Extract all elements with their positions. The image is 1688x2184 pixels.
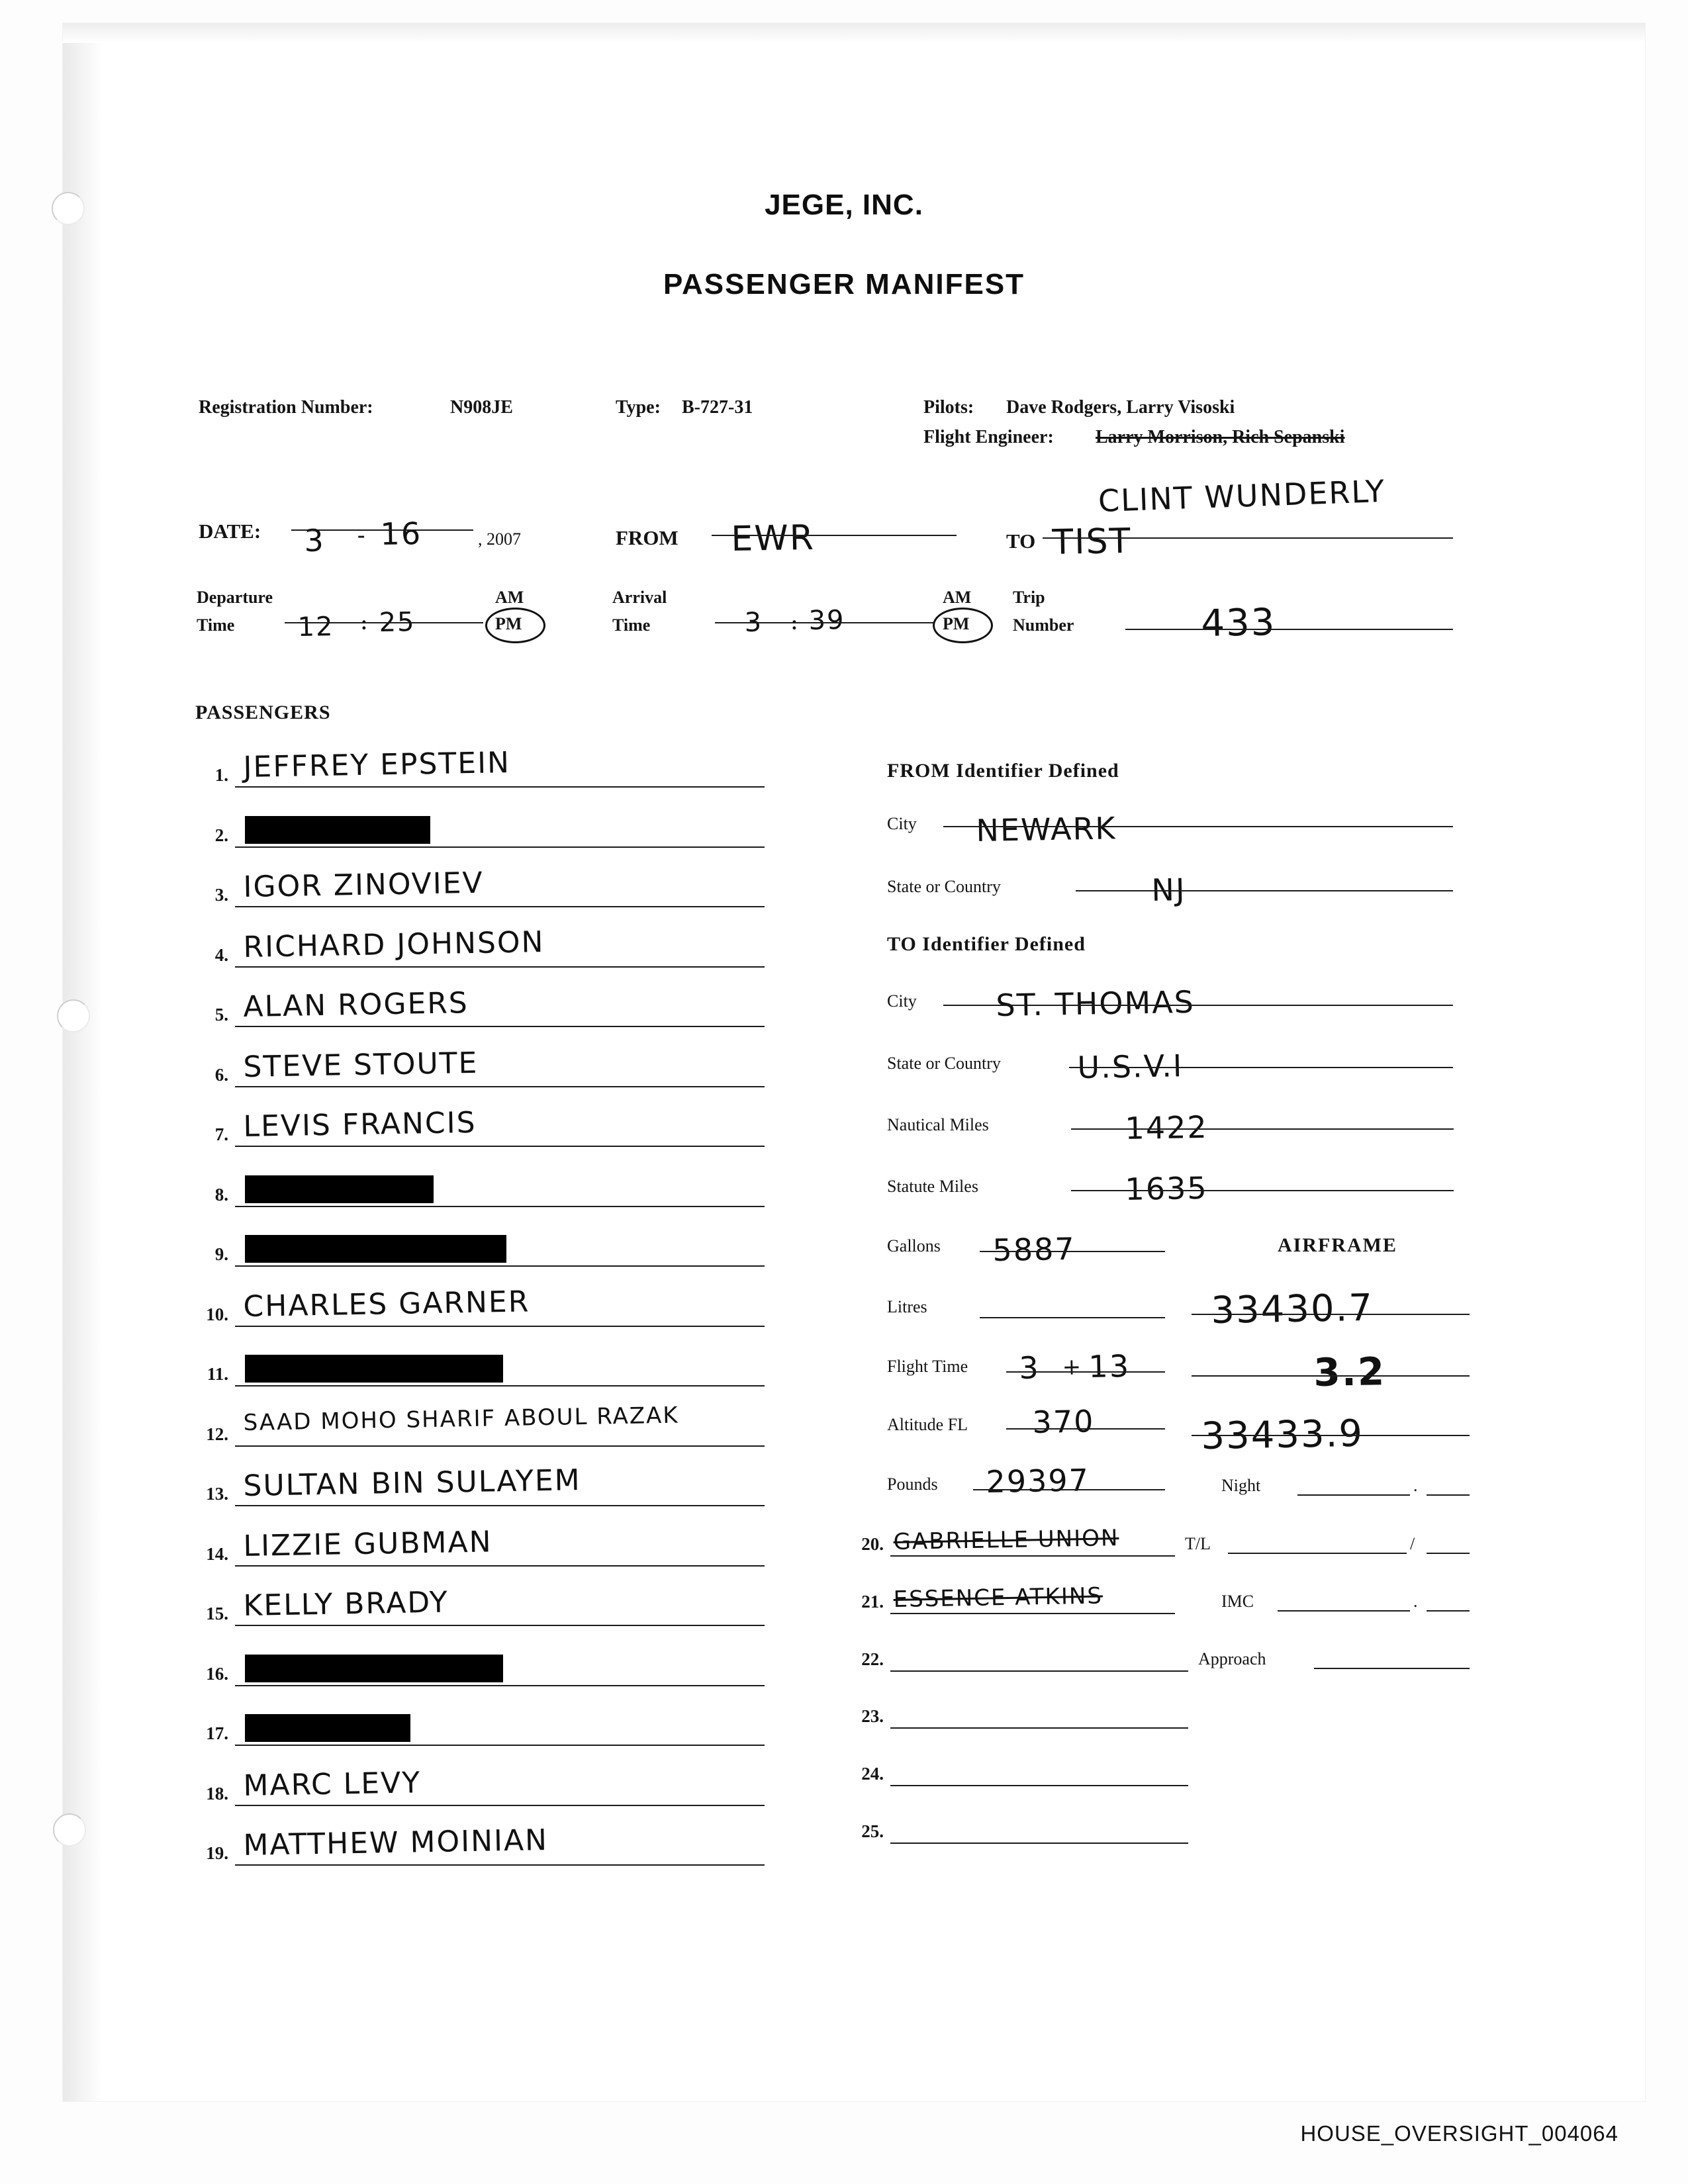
night-rule — [1297, 1494, 1410, 1496]
company-title: JEGE, INC. — [765, 189, 923, 221]
flight-engineer-label: Flight Engineer: — [923, 427, 1054, 447]
passengers-heading: PASSENGERS — [195, 702, 331, 723]
flight-time-rule — [1006, 1371, 1165, 1373]
date-year-label: , 2007 — [478, 529, 521, 549]
to-city-value: ST. THOMAS — [996, 983, 1196, 1023]
passenger-name: LIZZIE GUBMAN — [243, 1524, 492, 1563]
to-rule — [1043, 537, 1453, 539]
altitude-value: 370 — [1032, 1403, 1095, 1440]
passenger-number: 15. — [206, 1604, 228, 1623]
tl-rule-2 — [1427, 1553, 1470, 1554]
altitude-label: Altitude FL — [887, 1415, 968, 1434]
airframe-start-rule — [1192, 1314, 1470, 1315]
passenger-rule — [235, 1026, 765, 1027]
passenger-number: 16. — [206, 1663, 228, 1684]
tl-slash: / — [1410, 1534, 1415, 1553]
passenger-rule — [235, 1685, 765, 1686]
flight-time-hours-value: 3 — [1019, 1349, 1041, 1386]
imc-label: IMC — [1221, 1592, 1254, 1611]
flight-engineer-struck-value: Larry Morrison, Rich Sepanski — [1096, 427, 1345, 447]
time-colon: : — [361, 612, 367, 634]
passenger-rule — [890, 1555, 1175, 1557]
registration-label: Registration Number: — [199, 397, 373, 418]
departure-min-value: 25 — [379, 607, 416, 638]
approach-label: Approach — [1198, 1649, 1266, 1668]
passenger-name: STEVE STOUTE — [243, 1046, 479, 1084]
arrival-pm-label: PM — [943, 614, 970, 633]
trip-label-line2: Number — [1013, 615, 1074, 635]
passenger-rule — [890, 1843, 1188, 1844]
passenger-number: 14. — [206, 1543, 228, 1564]
tl-rule — [1228, 1553, 1407, 1554]
from-state-rule — [1076, 890, 1453, 891]
arrival-label-line2: Time — [612, 615, 651, 635]
passenger-number: 1. — [214, 765, 228, 785]
imc-dot: . — [1413, 1592, 1418, 1611]
form-title: PASSENGER MANIFEST — [663, 268, 1025, 300]
tl-label: T/L — [1185, 1534, 1211, 1553]
passenger-rule — [890, 1785, 1188, 1786]
paper-top-shadow — [63, 23, 1645, 43]
departure-am-label: AM — [495, 588, 524, 607]
from-identifier-heading: FROM Identifier Defined — [887, 760, 1119, 782]
to-state-value: U.S.V.I — [1077, 1048, 1184, 1085]
arrival-label-line1: Arrival — [612, 588, 667, 607]
imc-rule — [1278, 1610, 1410, 1612]
from-city-value: NEWARK — [976, 810, 1117, 848]
from-value: EWR — [730, 518, 816, 559]
passenger-name: KELLY BRADY — [243, 1585, 449, 1623]
passenger-rule — [235, 1086, 765, 1087]
airframe-delta-rule — [1192, 1375, 1470, 1377]
airframe-end-rule — [1192, 1435, 1470, 1436]
passenger-rule — [235, 1625, 765, 1626]
punch-hole-icon — [57, 999, 90, 1032]
passenger-number: 11. — [207, 1364, 228, 1384]
passenger-number: 20. — [861, 1534, 884, 1554]
pounds-label: Pounds — [887, 1475, 938, 1494]
gallons-label: Gallons — [887, 1236, 941, 1255]
departure-pm-label: PM — [495, 614, 522, 633]
passenger-rule — [890, 1670, 1188, 1672]
airframe-end-value: 33433.9 — [1200, 1412, 1364, 1458]
passenger-name: ESSENCE ATKINS — [893, 1582, 1103, 1613]
flight-time-label: Flight Time — [887, 1357, 968, 1376]
flight-time-mins-value: 13 — [1088, 1347, 1131, 1385]
passenger-rule — [235, 1385, 765, 1387]
passenger-number: 6. — [214, 1064, 228, 1085]
passenger-rule — [890, 1727, 1188, 1729]
passenger-number: 22. — [861, 1649, 884, 1669]
date-month-value: 3 — [304, 522, 326, 559]
nautical-miles-value: 1422 — [1125, 1109, 1209, 1146]
gallons-rule — [980, 1251, 1165, 1252]
approach-rule — [1314, 1668, 1470, 1669]
redaction-bar — [245, 1235, 506, 1263]
flight-engineer-handwritten-value: CLINT WUNDERLY — [1098, 473, 1386, 519]
passenger-rule — [890, 1613, 1175, 1614]
passenger-number: 13. — [206, 1484, 228, 1504]
statute-miles-label: Statute Miles — [887, 1177, 978, 1196]
passenger-name: GABRIELLE UNION — [893, 1525, 1119, 1555]
passenger-number: 7. — [214, 1124, 228, 1144]
to-state-rule — [1069, 1067, 1453, 1068]
departure-rule — [285, 622, 483, 623]
passenger-number: 9. — [214, 1244, 228, 1264]
passenger-number: 17. — [206, 1723, 228, 1743]
passenger-name: MARC LEVY — [243, 1765, 422, 1803]
passenger-number: 21. — [861, 1592, 884, 1612]
pilots-label: Pilots: — [923, 397, 974, 418]
litres-rule — [980, 1317, 1165, 1318]
passenger-number: 25. — [861, 1821, 884, 1841]
passenger-name: ALAN ROGERS — [243, 986, 469, 1024]
to-value: TIST — [1051, 521, 1132, 563]
passenger-number: 4. — [214, 944, 228, 965]
flight-time-plus: + — [1062, 1353, 1083, 1381]
trip-label-line1: Trip — [1013, 588, 1045, 607]
passenger-rule — [235, 1206, 765, 1207]
airframe-heading: AIRFRAME — [1278, 1234, 1397, 1256]
arrival-rule — [715, 622, 933, 623]
arrival-am-label: AM — [943, 588, 972, 607]
altitude-rule — [1006, 1428, 1165, 1430]
gallons-value: 5887 — [992, 1230, 1076, 1268]
passenger-rule — [235, 1745, 765, 1746]
passenger-number: 23. — [861, 1706, 884, 1726]
passenger-name: SULTAN BIN SULAYEM — [243, 1463, 582, 1503]
passenger-name: LEVIS FRANCIS — [243, 1105, 477, 1144]
from-rule — [712, 535, 957, 536]
pounds-rule — [973, 1489, 1165, 1490]
passenger-number: 18. — [206, 1783, 228, 1803]
passenger-rule — [235, 1805, 765, 1806]
date-rule — [291, 529, 473, 531]
passenger-rule — [235, 906, 765, 907]
departure-label-line1: Departure — [197, 588, 273, 607]
date-separator: - — [357, 523, 365, 547]
paper-left-shadow — [63, 23, 103, 2101]
passenger-rule — [235, 1326, 765, 1327]
arrival-min-value: 39 — [808, 605, 845, 636]
from-city-label: City — [887, 814, 917, 833]
type-label: Type: — [616, 397, 661, 418]
registration-value: N908JE — [450, 397, 513, 418]
departure-pm-selected-circle — [485, 608, 545, 643]
redaction-bar — [245, 1355, 503, 1383]
passenger-rule — [235, 846, 765, 848]
from-label: FROM — [616, 526, 679, 549]
passenger-name: JEFFREY EPSTEIN — [243, 745, 511, 784]
passenger-rule — [235, 1265, 765, 1267]
passenger-number: 10. — [206, 1304, 228, 1324]
redaction-bar — [245, 1175, 434, 1203]
pounds-value: 29397 — [986, 1462, 1090, 1500]
from-state-value: NJ — [1151, 872, 1186, 908]
to-state-label: State or Country — [887, 1054, 1001, 1073]
arrival-hour-value: 3 — [744, 607, 763, 638]
statute-miles-rule — [1071, 1190, 1454, 1191]
from-city-rule — [943, 826, 1453, 827]
passenger-number: 8. — [214, 1184, 228, 1205]
date-day-value: 16 — [380, 515, 422, 552]
redaction-bar — [245, 1714, 410, 1742]
passenger-rule — [235, 1445, 765, 1447]
arrival-pm-selected-circle — [933, 608, 993, 643]
passenger-rule — [235, 966, 765, 968]
passenger-rule — [235, 1864, 765, 1866]
passenger-name: CHARLES GARNER — [243, 1284, 530, 1324]
passenger-name: RICHARD JOHNSON — [243, 925, 545, 964]
departure-label-line2: Time — [197, 615, 235, 635]
passenger-rule — [235, 1565, 765, 1567]
passenger-rule — [235, 786, 765, 788]
punch-hole-icon — [53, 1813, 86, 1846]
night-rule-2 — [1427, 1494, 1470, 1496]
airframe-start-value: 33430.7 — [1210, 1286, 1374, 1332]
passenger-number: 5. — [214, 1005, 228, 1024]
passenger-number: 12. — [206, 1424, 228, 1444]
from-state-label: State or Country — [887, 877, 1001, 896]
passenger-name: MATTHEW MOINIAN — [243, 1823, 549, 1862]
night-label: Night — [1221, 1476, 1261, 1495]
time-colon: : — [791, 612, 798, 634]
passenger-number: 19. — [206, 1843, 228, 1863]
passenger-name: IGOR ZINOVIEV — [243, 866, 485, 904]
redaction-bar — [245, 1655, 503, 1682]
departure-hour-value: 12 — [297, 612, 334, 643]
redaction-bar — [245, 816, 430, 844]
to-label: TO — [1006, 529, 1036, 553]
to-identifier-heading: TO Identifier Defined — [887, 933, 1086, 955]
pilots-value: Dave Rodgers, Larry Visoski — [1006, 397, 1235, 418]
night-dot: . — [1413, 1476, 1418, 1495]
to-city-rule — [943, 1005, 1453, 1006]
statute-miles-value: 1635 — [1125, 1169, 1209, 1207]
type-value: B-727-31 — [682, 397, 753, 418]
airframe-delta-value: 3.2 — [1313, 1349, 1386, 1395]
passenger-rule — [235, 1146, 765, 1147]
passenger-number: 24. — [861, 1764, 884, 1784]
trip-rule — [1125, 629, 1453, 630]
litres-label: Litres — [887, 1297, 927, 1316]
passenger-number: 3. — [214, 885, 228, 905]
trip-number-value: 433 — [1200, 601, 1276, 645]
passenger-number: 2. — [214, 825, 228, 845]
imc-rule-2 — [1427, 1610, 1470, 1612]
date-label: DATE: — [199, 520, 261, 543]
to-city-label: City — [887, 991, 917, 1011]
nautical-miles-label: Nautical Miles — [887, 1115, 989, 1134]
bates-stamp: HOUSE_OVERSIGHT_004064 — [1300, 2121, 1618, 2146]
nautical-miles-rule — [1071, 1128, 1454, 1130]
passenger-rule — [235, 1505, 765, 1506]
passenger-name: SAAD MOHO SHARIF ABOUL RAZAK — [243, 1402, 679, 1436]
